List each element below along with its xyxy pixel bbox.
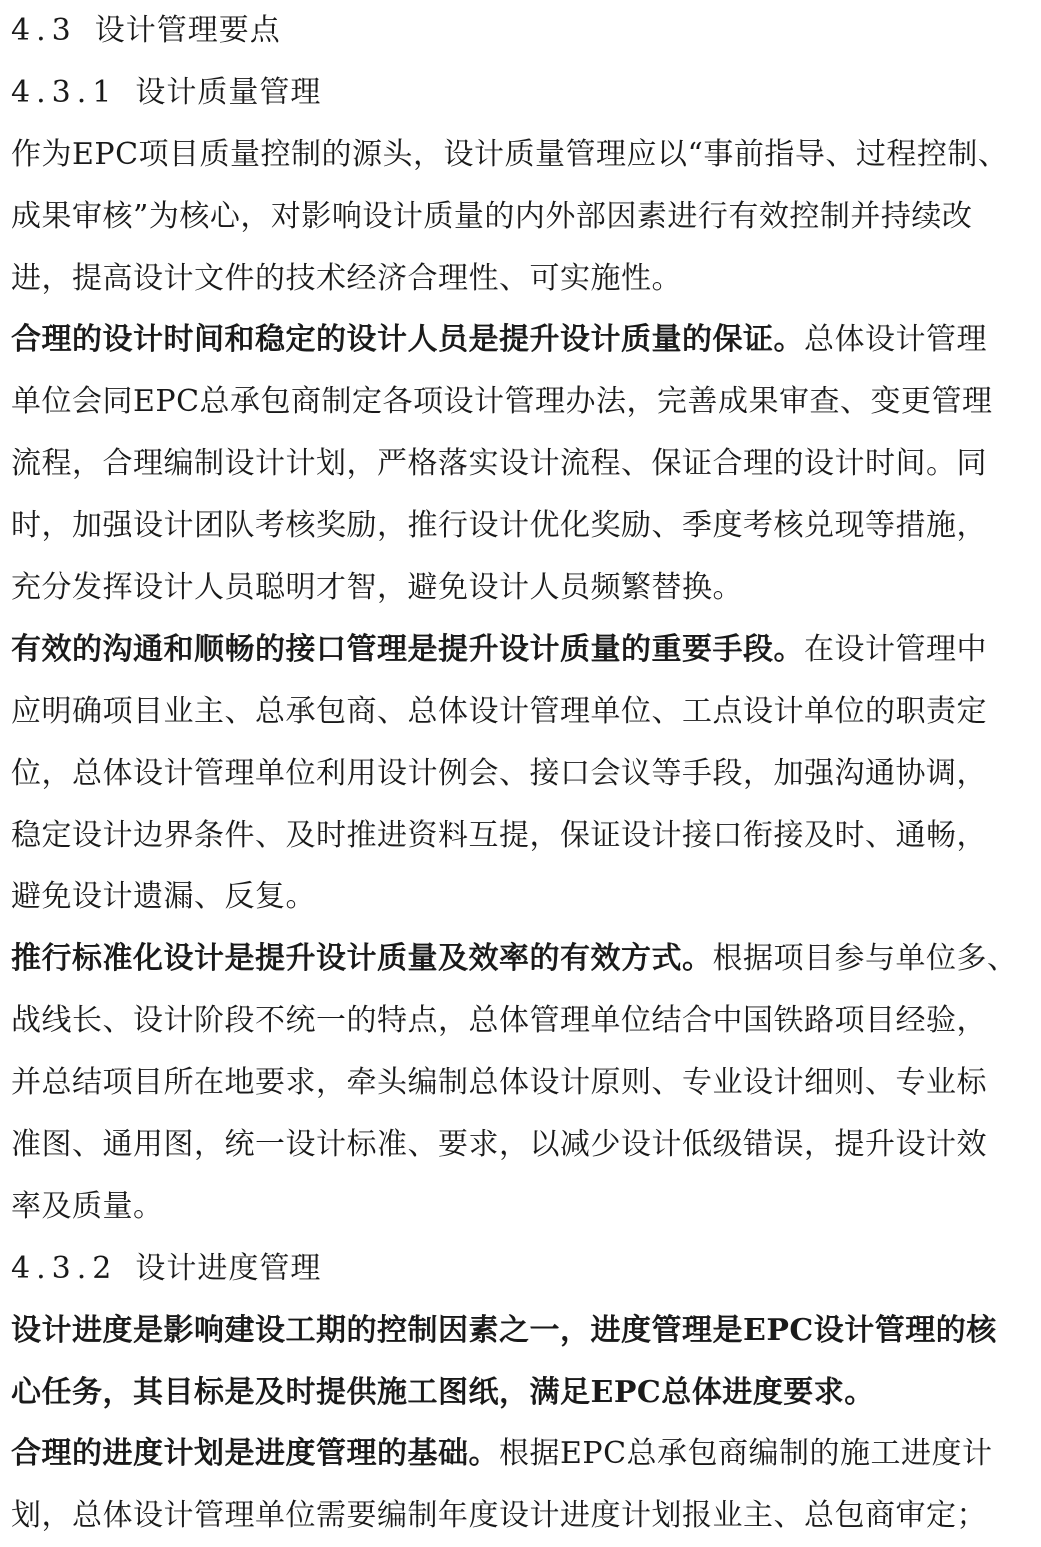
bold-lead-sentence: 推行标准化设计是提升设计质量及效率的有效方式。 [11, 941, 713, 977]
document-page [11, 0, 1035, 1547]
paragraph-line: 作为EPC项目质量控制的源头，设计质量管理应以“事前指导、过程控制、 [11, 136, 1009, 172]
section-heading-4-3-1 [11, 62, 1035, 124]
paragraph-text: 总体设计管理 [804, 322, 987, 358]
section-title: 设计质量管理 [135, 74, 322, 110]
bold-lead-sentence: 合理的进度计划是进度管理的基础。 [11, 1436, 499, 1472]
paragraph-line: 稳定设计边界条件、及时推进资料互提，保证设计接口衔接及时、通畅， [11, 817, 987, 853]
paragraph-line: 划，总体设计管理单位需要编制年度设计进度计划报业主、总包商审定； [11, 1498, 987, 1534]
paragraph-text: 在设计管理中 [804, 631, 987, 667]
paragraph-line [11, 928, 1035, 990]
bold-lead-sentence: 设计进度是影响建设工期的控制因素之一，进度管理是EPC设计管理的核 [11, 1312, 997, 1348]
paragraph-text: 根据项目参与单位多、 [712, 941, 1018, 977]
paragraph-line [11, 619, 1035, 681]
paragraph-line [11, 1300, 1035, 1362]
paragraph-line: 单位会同EPC总承包商制定各项设计管理办法，完善成果审查、变更管理 [11, 384, 993, 420]
paragraph-line: 应明确项目业主、总承包商、总体设计管理单位、工点设计单位的职责定 [11, 693, 987, 729]
paragraph-line [11, 1423, 1035, 1485]
section-number: 4.3.1 [11, 74, 118, 110]
paragraph-line: 充分发挥设计人员聪明才智，避免设计人员频繁替换。 [11, 570, 743, 606]
paragraph-line [11, 1362, 1035, 1424]
section-heading-4-3 [11, 0, 1035, 62]
bold-lead-sentence: 心任务，其目标是及时提供施工图纸，满足EPC总体进度要求。 [11, 1374, 875, 1410]
paragraph-text: 根据EPC总承包商编制的施工进度计 [499, 1436, 993, 1472]
bold-lead-sentence: 有效的沟通和顺畅的接口管理是提升设计质量的重要手段。 [11, 631, 804, 667]
section-title: 设计管理要点 [94, 13, 281, 48]
paragraph-line: 成果审核”为核心，对影响设计质量的内外部因素进行有效控制并持续改 [11, 198, 973, 234]
section-title: 设计进度管理 [135, 1250, 322, 1286]
paragraph-line: 并总结项目所在地要求，牵头编制总体设计原则、专业设计细则、专业标 [11, 1065, 987, 1101]
section-number: 4.3.2 [11, 1250, 118, 1286]
bold-lead-sentence: 合理的设计时间和稳定的设计人员是提升设计质量的保证。 [11, 322, 804, 358]
paragraph-line: 时，加强设计团队考核奖励，推行设计优化奖励、季度考核兑现等措施， [11, 508, 987, 544]
paragraph-line: 战线长、设计阶段不统一的特点，总体管理单位结合中国铁路项目经验， [11, 1003, 987, 1039]
paragraph-line: 位，总体设计管理单位利用设计例会、接口会议等手段，加强沟通协调， [11, 755, 987, 791]
paragraph-line: 准图、通用图，统一设计标准、要求，以减少设计低级错误，提升设计效 [11, 1127, 987, 1163]
paragraph-line: 流程，合理编制设计计划，严格落实设计流程、保证合理的设计时间。同 [11, 446, 987, 482]
paragraph-line: 率及质量。 [11, 1188, 164, 1224]
section-heading-4-3-2 [11, 1238, 1035, 1300]
paragraph-line: 进，提高设计文件的技术经济合理性、可实施性。 [11, 260, 682, 296]
section-number: 4.3 [11, 13, 77, 48]
paragraph-line [11, 309, 1035, 371]
paragraph-line: 避免设计遗漏、反复。 [11, 879, 316, 915]
